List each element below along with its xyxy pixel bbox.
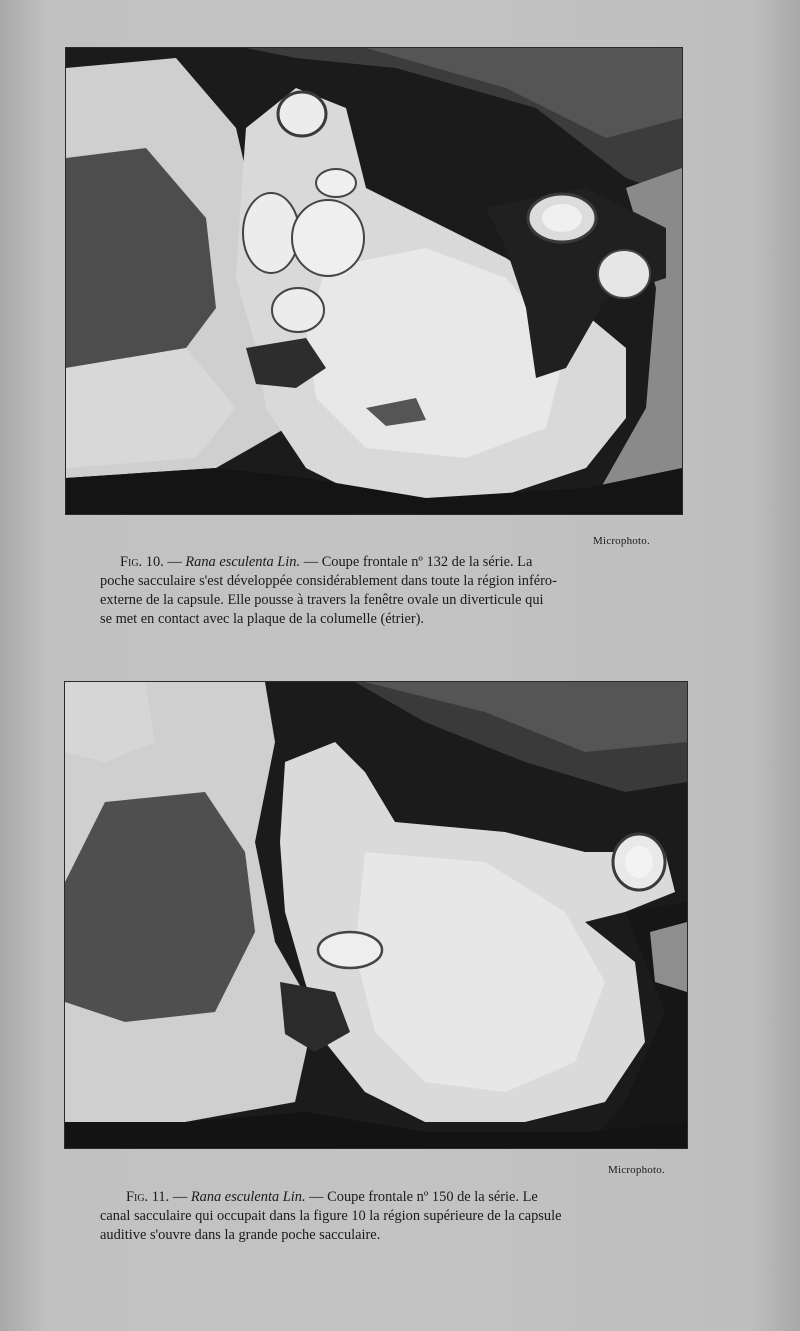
figure-10-caption-line-1 xyxy=(100,553,666,572)
figure-10-micrograph xyxy=(66,48,682,514)
figure-10-dash: — xyxy=(167,554,182,570)
figure-10-species: Rana esculenta Lin. xyxy=(185,554,301,570)
figure-11-credit: Microphoto. xyxy=(608,1164,665,1176)
figure-10-caption-line-4: se met en contact avec la plaque de la columelle (étrier). xyxy=(100,611,425,627)
micrograph-10-image xyxy=(66,48,682,514)
figure-11-caption-text-1: Coupe frontale nº 150 de la série. Le xyxy=(327,1189,538,1205)
figure-10-caption-line-3: externe de la capsule. Elle pousse à travers la fenêtre ovale un diverticule qui xyxy=(100,592,544,608)
figure-10-dash-2: — xyxy=(303,554,319,570)
figure-11-dash-2: — xyxy=(309,1189,324,1205)
figure-10-label: Fig. 10. xyxy=(120,554,164,570)
figure-10-caption-line-2: poche sacculaire s'est développée considérablement dans toute la région inféro- xyxy=(100,573,557,589)
figure-11-caption-line-2: canal sacculaire qui occupait dans la figure 10 la région supérieure de la capsule xyxy=(100,1208,562,1224)
figure-11-species: Rana esculenta Lin. xyxy=(190,1189,306,1205)
figure-11-caption xyxy=(100,1188,660,1245)
figure-10-caption-text-1: Coupe frontale nº 132 de la série. La xyxy=(321,554,533,570)
figure-11-caption-line-3: auditive s'ouvre dans la grande poche sacculaire. xyxy=(100,1227,381,1243)
figure-11-caption-line-1 xyxy=(100,1188,660,1207)
figure-11-label: Fig. 11. xyxy=(126,1189,170,1205)
figure-11-dash: — xyxy=(172,1189,188,1205)
micrograph-11-image xyxy=(65,682,687,1148)
figure-10-caption xyxy=(100,553,666,629)
figure-11-micrograph xyxy=(65,682,687,1148)
figure-10-credit: Microphoto. xyxy=(593,535,650,547)
